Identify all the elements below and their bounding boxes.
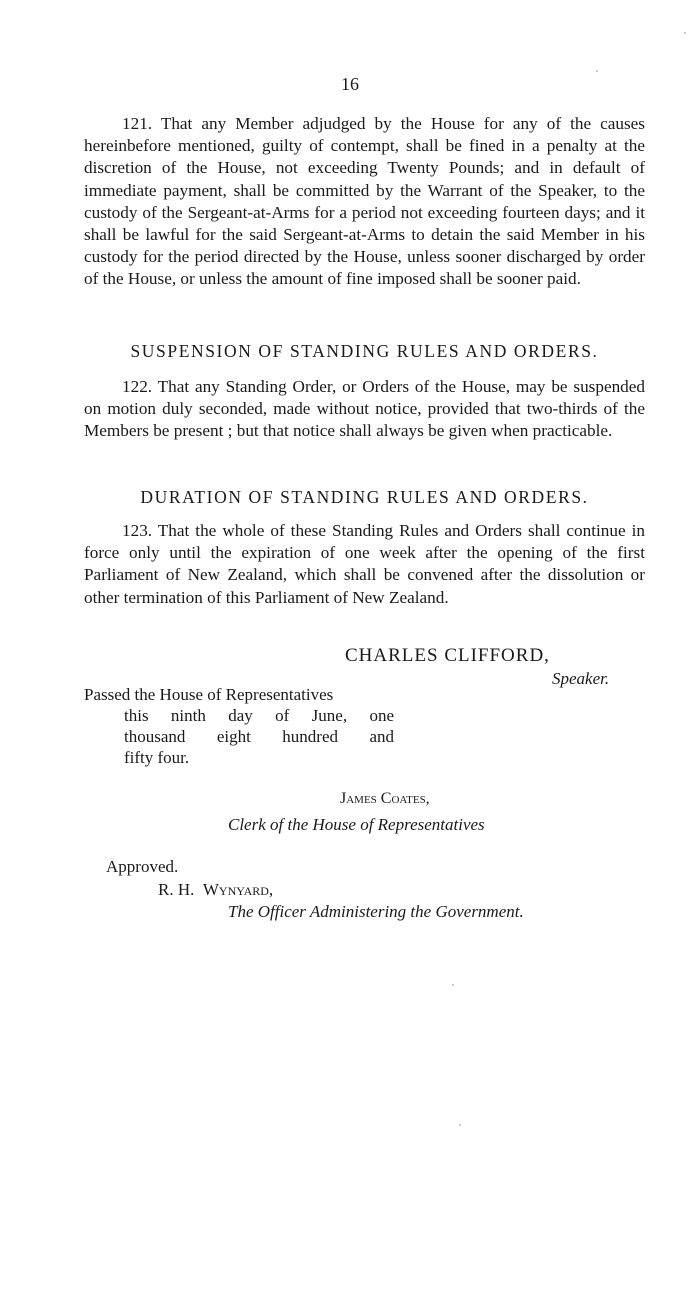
speaker-name: CHARLES CLIFFORD,: [345, 645, 550, 666]
scan-speck: [684, 32, 686, 34]
scan-speck: [596, 70, 598, 72]
passed-line-2: this ninth day of June, one: [124, 706, 394, 725]
passed-statement: [84, 684, 394, 768]
clerk-name: James Coates,: [340, 790, 430, 807]
passed-line-4: fifty four.: [124, 748, 190, 767]
clause-text: That any Member adjudged by the House for any of the causes hereinbefore mentioned, guilty of contempt, shall be fined in a penalty at the discretion of the House, not exceeding Twenty Pounds; and in default of immediate payment, shall be committed by the Warrant of the Speaker, to the custody of the Sergeant-at-Arms for a period not exceeding fourteen days; and it shall be lawful for the said Sergeant-at-Arms to detain the said Member in his custody for the period directed by the House, unless sooner discharged by order of the House, or unless the amount of fine imposed shall be sooner paid.: [84, 114, 646, 289]
clause-number: 122.: [122, 377, 153, 396]
clause-text: That the whole of these Standing Rules and Orders shall continue in force only until the expiration of one week after the opening of the first Parliament of New Zealand, which shall be convened after the dissolution or other termination of this Parliament of New Zealand.: [84, 521, 645, 607]
clause-123: [84, 520, 645, 609]
governor-title: The Officer Administering the Government.: [228, 902, 524, 921]
passed-line-3: thousand eight hundred and: [124, 727, 394, 746]
scan-speck: [459, 1124, 461, 1126]
approved-label: Approved.: [106, 857, 179, 876]
page-number: 16: [341, 74, 359, 94]
clause-121: [84, 113, 645, 291]
clause-number: 121.: [122, 114, 153, 133]
clerk-title: Clerk of the House of Representatives: [228, 815, 485, 834]
governor-initials: R. H.: [158, 880, 195, 899]
section-heading-suspension: SUSPENSION OF STANDING RULES AND ORDERS.: [130, 341, 599, 361]
governor-surname: Wynyard,: [202, 880, 274, 899]
governor-name: [158, 880, 273, 900]
clause-text: That any Standing Order, or Orders of the House, may be suspended on motion duly seconded, made without notice, provided that two-thirds of the Members be present ; but that notice shall always be given when practicable.: [84, 377, 645, 441]
speaker-title: Speaker.: [552, 669, 610, 688]
clause-number: 123.: [122, 521, 153, 540]
passed-line-1: Passed the House of Representatives: [84, 685, 334, 704]
clause-122: [84, 376, 645, 443]
scan-speck: [452, 984, 454, 986]
section-heading-duration: DURATION OF STANDING RULES AND ORDERS.: [140, 487, 589, 507]
